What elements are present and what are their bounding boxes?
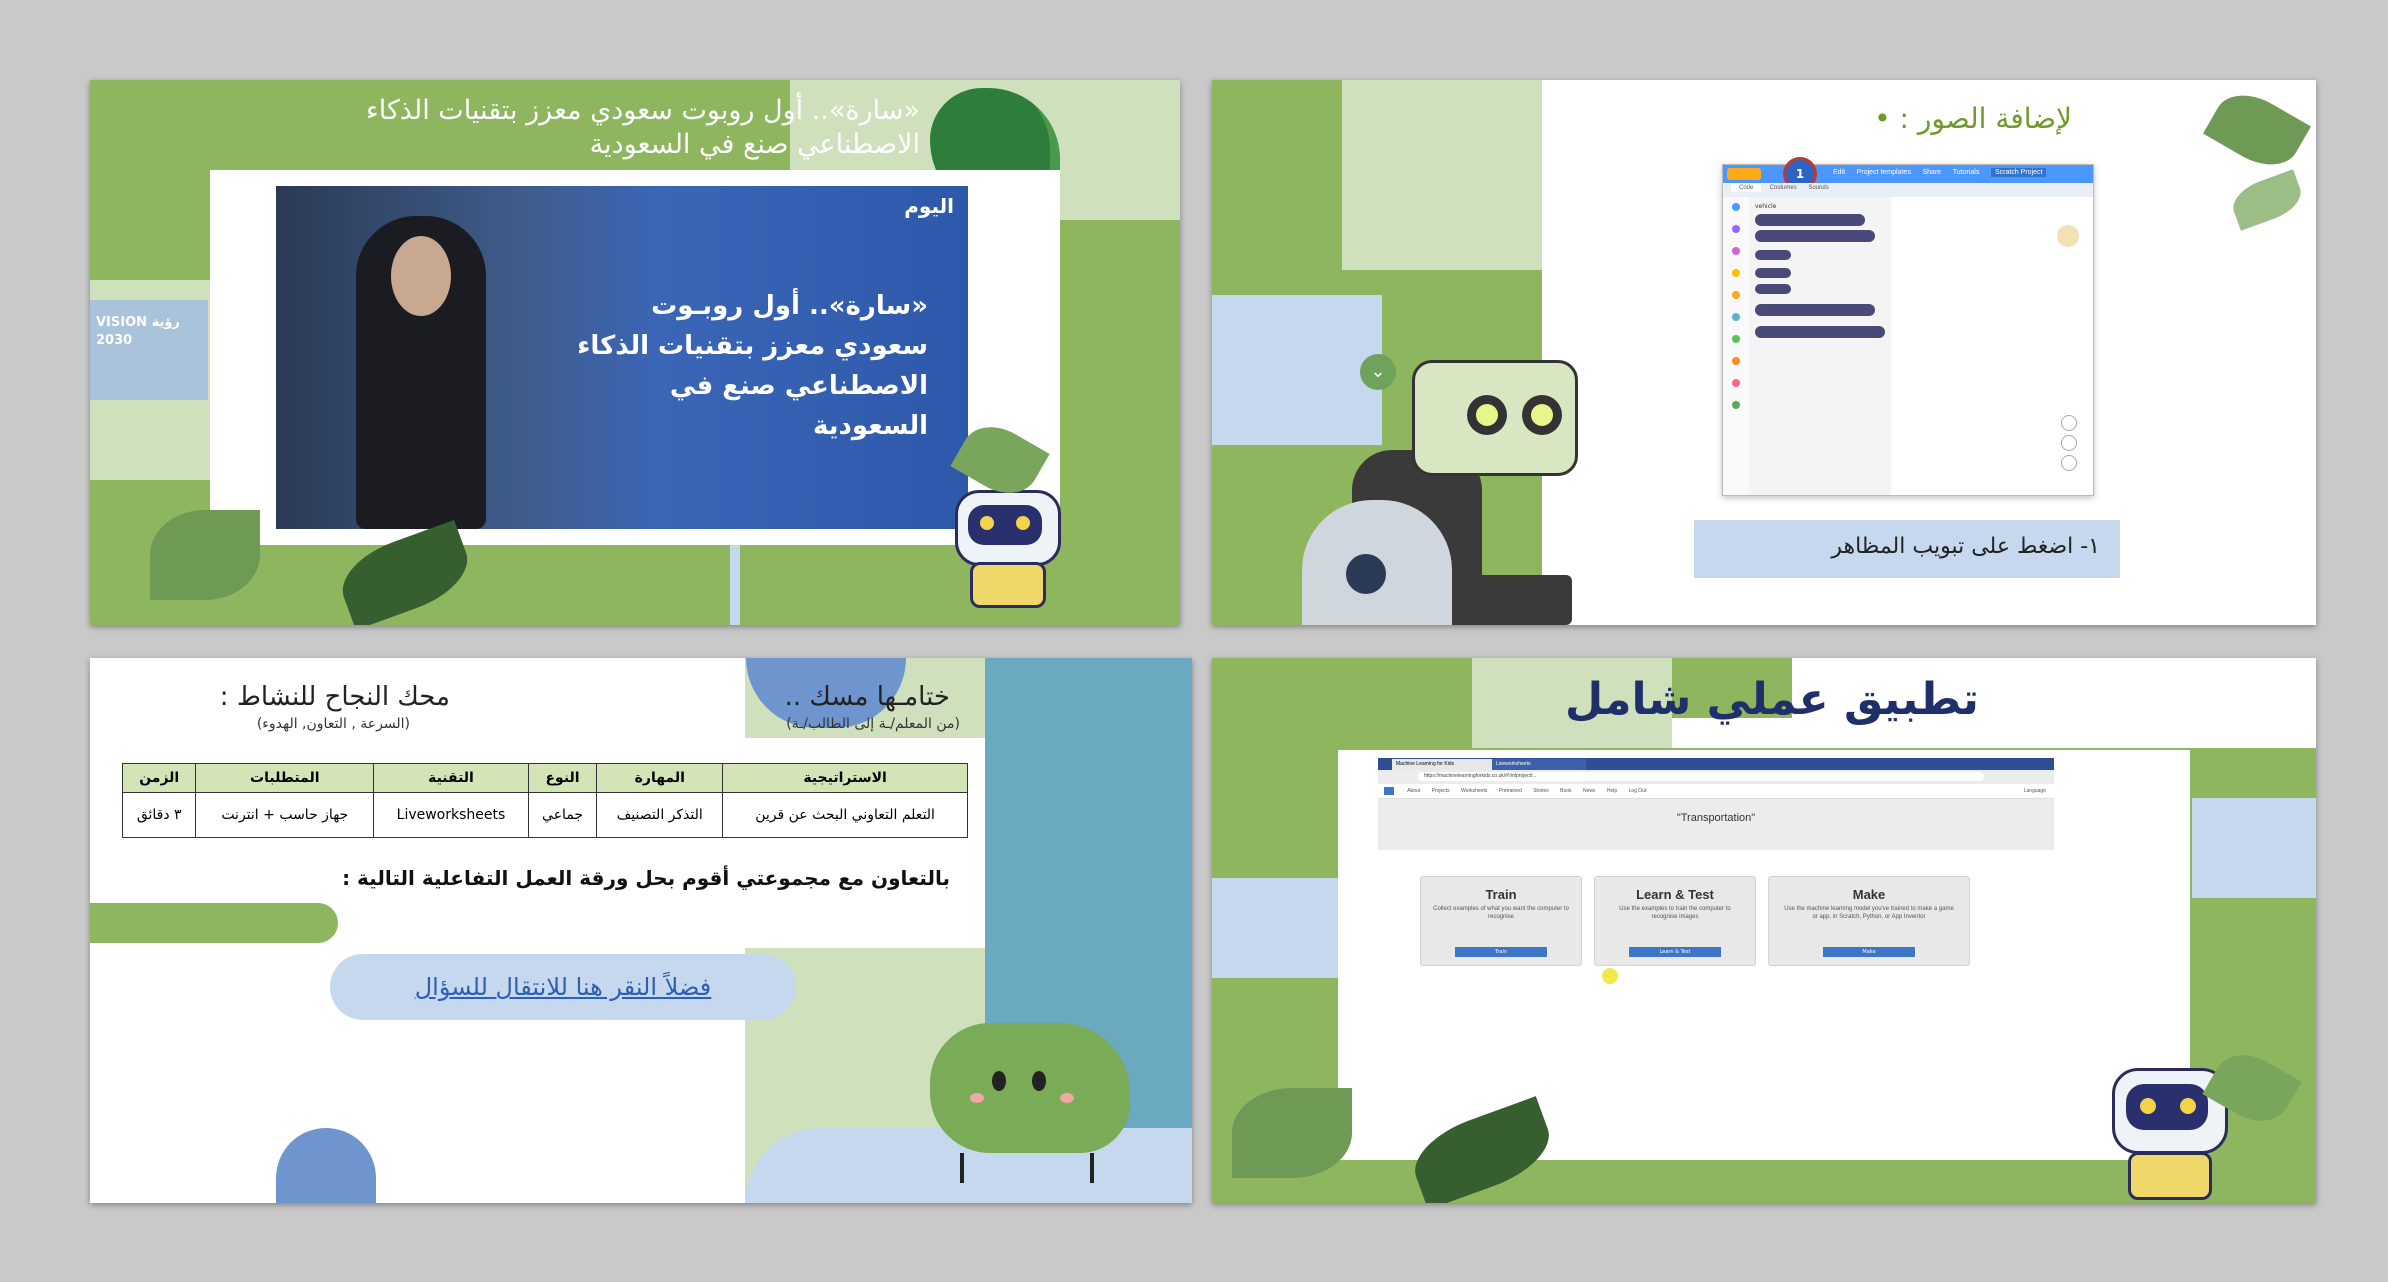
browser-window xyxy=(1338,750,2190,1160)
browser-tab-lw[interactable]: Liveworksheets xyxy=(1492,759,1586,770)
closing-subtitle: (من المعلم/ـة إلى الطالب/ـة) xyxy=(786,716,960,732)
menu-edit[interactable]: Edit xyxy=(1833,169,1846,176)
vision-2030-logo xyxy=(90,300,208,400)
brain-mascot xyxy=(920,1013,1150,1188)
tab-costumes[interactable]: Costumes xyxy=(1769,185,1797,191)
tab-code[interactable]: Code xyxy=(1731,184,1761,192)
question-link-text[interactable]: فضلاً النقر هنا للانتقال للسؤال xyxy=(414,973,712,1001)
card-description: Use the machine learning model you've trained to make a game or app, in Scratch, Python, or App Inventor xyxy=(1784,906,1954,920)
closing-title: ختامـها مسك .. xyxy=(784,682,950,712)
chevron-down-icon: ⌄ xyxy=(1360,354,1396,390)
browser-chrome xyxy=(1378,758,2054,850)
slide-add-images xyxy=(1212,80,2316,625)
table-row xyxy=(123,793,968,838)
train-button[interactable]: Train xyxy=(1455,947,1547,957)
table-cell: Liveworksheets xyxy=(374,793,529,838)
category-column xyxy=(1723,197,1750,495)
question-link-button[interactable] xyxy=(330,954,796,1020)
person-face xyxy=(391,236,451,316)
nav-book[interactable]: Book xyxy=(1560,788,1572,794)
vision-logo-text: VISION رؤية 2030 xyxy=(96,315,180,349)
card-title: Make xyxy=(1852,887,1886,902)
table-cell: التعلم التعاوني البحث عن قرين xyxy=(723,793,968,838)
nav-stories[interactable]: Stories xyxy=(1533,788,1549,794)
learn-test-button[interactable]: Learn & Test xyxy=(1629,947,1721,957)
news-logo: اليوم xyxy=(904,194,954,218)
task-text: بالتعاون مع مجموعتي أقوم بحل ورقة العمل التفاعلية التالية : xyxy=(342,866,950,890)
site-nav xyxy=(1378,784,2054,799)
instruction-box xyxy=(1694,520,2120,578)
table-cell: جماعي xyxy=(528,793,597,838)
table-cell: ٣ دقائق xyxy=(123,793,196,838)
activity-table xyxy=(122,763,968,838)
tab-sounds[interactable]: Sounds xyxy=(1808,185,1829,191)
card-description: Use the examples to train the computer to recognise images xyxy=(1619,906,1731,920)
zoom-out-icon[interactable] xyxy=(2061,435,2077,451)
news-caption: «سارة».. أول روبـوت سعودي معزز بتقنيات الذكاء الاصطناعي صنع في السعودية xyxy=(577,291,928,441)
card-title: Train xyxy=(1485,887,1517,902)
success-title: محك النجاح للنشاط : xyxy=(219,682,450,712)
bg-block xyxy=(1992,658,2316,748)
bg-block xyxy=(1212,878,1342,978)
nav-news[interactable]: News xyxy=(1582,788,1596,794)
nav-help[interactable]: Help xyxy=(1606,788,1618,794)
leaf-decoration xyxy=(150,510,260,600)
nav-projects[interactable]: Projects xyxy=(1431,788,1450,794)
table-header: التقنية xyxy=(374,764,529,793)
menu-scratch-project[interactable]: Scratch Project xyxy=(1991,168,2046,177)
nav-worksheets[interactable]: Worksheets xyxy=(1461,788,1488,794)
table-header-row xyxy=(123,764,968,793)
bullet-add-images xyxy=(1752,102,2072,135)
bg-block xyxy=(1212,658,1472,748)
step-badge: 1 xyxy=(1783,157,1817,191)
sprite-icon xyxy=(2057,225,2079,247)
slide-robot-sara xyxy=(90,80,1180,625)
slide-closing-activity xyxy=(90,658,1192,1203)
green-bar xyxy=(90,903,338,943)
table-cell: جهاز حاسب + انترنت xyxy=(196,793,374,838)
instruction-text: ١- اضغط على تبويب المظاهر xyxy=(1831,534,2100,559)
menu-project-templates[interactable]: Project templates xyxy=(1856,169,1911,176)
card-description: Collect examples of what you want the computer to recognise xyxy=(1433,906,1569,920)
scratch-screenshot xyxy=(1722,164,2094,496)
slide1-headline: «سارة».. أول روبوت سعودي معزز بتقنيات الذكاء الاصطناعي صنع في السعودية xyxy=(366,95,920,160)
table-header: المتطلبات xyxy=(196,764,374,793)
card-make xyxy=(1768,876,1970,966)
menu-tutorials[interactable]: Tutorials xyxy=(1952,169,1980,176)
robot-mascot xyxy=(940,480,1070,610)
leaf-decoration xyxy=(1232,1088,1352,1178)
cursor-highlight-icon xyxy=(1602,968,1618,984)
card-train xyxy=(1420,876,1582,966)
slide-practical-application xyxy=(1212,658,2316,1203)
card-title: Learn & Test xyxy=(1636,887,1714,902)
scratch-tabs[interactable] xyxy=(1731,185,1829,191)
make-button[interactable]: Make xyxy=(1823,947,1915,957)
slide4-title: تطبيق عملي شامل xyxy=(1565,674,1979,725)
table-header: النوع xyxy=(528,764,597,793)
table-cell: التذكر التصنيف xyxy=(597,793,723,838)
nav-language[interactable]: Language xyxy=(2023,788,2046,794)
success-subtitle: (السرعة , التعاون, الهدوء) xyxy=(256,716,410,732)
address-bar[interactable]: https://machinelearningforkids.co.uk/#!/mlproject/... xyxy=(1418,772,1984,781)
menu-share[interactable]: Share xyxy=(1922,169,1942,176)
table-header: الاستراتيجية xyxy=(723,764,968,793)
bg-semicircle xyxy=(276,1128,376,1203)
zoom-in-icon[interactable] xyxy=(2061,415,2077,431)
table-header: الزمن xyxy=(123,764,196,793)
bullet-text: لإضافة الصور : xyxy=(1899,102,2072,135)
scratch-menu[interactable] xyxy=(1833,169,2046,176)
scratch-logo xyxy=(1727,168,1761,180)
nav-logout[interactable]: Log Out xyxy=(1628,788,1647,794)
site-logo-icon[interactable] xyxy=(1384,787,1394,795)
bg-block xyxy=(1342,80,1542,270)
nav-pretrained[interactable]: Pretrained xyxy=(1498,788,1522,794)
browser-tab-ml[interactable]: Machine Learning for Kids xyxy=(1392,759,1492,770)
zoom-reset-icon[interactable] xyxy=(2061,455,2077,471)
news-photo xyxy=(276,186,968,529)
bullet-dot-icon: • xyxy=(1874,102,1891,135)
table-header: المهارة xyxy=(597,764,723,793)
block-palette: vehicle xyxy=(1749,197,1891,495)
bg-block xyxy=(2192,798,2316,898)
robot-illustration xyxy=(1282,350,1582,625)
card-learn-test xyxy=(1594,876,1756,966)
nav-about[interactable]: About xyxy=(1407,788,1421,794)
project-name: "Transportation" xyxy=(1676,812,1756,824)
